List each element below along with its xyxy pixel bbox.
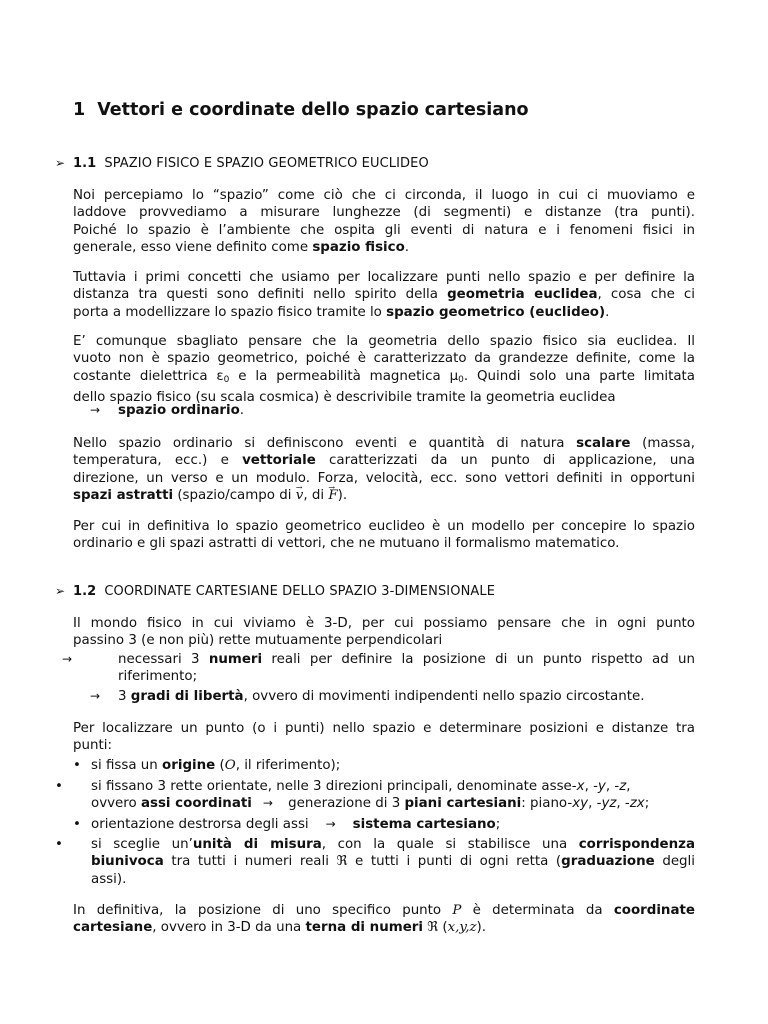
math-symbol: P bbox=[452, 903, 462, 918]
text-run: assi). bbox=[91, 871, 127, 887]
paragraph-6 bbox=[73, 615, 695, 650]
bullet-item-assi bbox=[55, 778, 695, 813]
bold-term: geometria euclidea bbox=[447, 287, 598, 303]
text-run: , cosa che ci bbox=[597, 287, 695, 303]
math-symbol: y bbox=[597, 779, 606, 794]
right-arrow-icon: → bbox=[90, 403, 101, 417]
bullet-item-unita-di-misura bbox=[55, 836, 695, 888]
text-line bbox=[73, 368, 695, 389]
text-run: e la permeabilità magnetica μ bbox=[229, 368, 459, 384]
text-line: Noi percepiamo lo “spazio” come ciò che ci circonda, il luogo in cui ci muoviamo e bbox=[73, 188, 695, 203]
text-line: passino 3 (e non più) rette mutuamente perpendicolari bbox=[73, 633, 443, 649]
paragraph-8 bbox=[73, 902, 695, 937]
bold-term: gradi di libertà bbox=[130, 689, 244, 704]
arrow-line-spazio-ordinario bbox=[90, 402, 695, 419]
text-line: Per cui in definitiva lo spazio geometrico euclideo è un modello per concepire lo spazio bbox=[73, 519, 695, 534]
text-run: generale, esso viene definito come bbox=[73, 239, 313, 255]
text-run: si sceglie un’ bbox=[91, 837, 193, 852]
text-run: porta a modellizzare lo spazio fisico tramite lo bbox=[73, 304, 387, 320]
paragraph-4 bbox=[73, 435, 695, 504]
bullet-icon: • bbox=[55, 837, 63, 852]
text-run: orientazione destrorsa degli assi bbox=[91, 817, 309, 832]
text-line: vuoto non è spazio geometrico, poiché è caratterizzato da grandezze definite, come la bbox=[73, 351, 695, 367]
section-heading-1-1 bbox=[55, 156, 429, 171]
text-line: laddove provvediamo a misurare lunghezze (di segmenti) e distanze (tra punti). bbox=[73, 205, 695, 221]
paragraph-1 bbox=[73, 187, 695, 256]
text-line bbox=[73, 435, 695, 452]
section-heading-1-2 bbox=[55, 584, 495, 599]
bullet-item-origine bbox=[73, 757, 695, 774]
text-run: . bbox=[239, 403, 245, 418]
text-run: si fissano 3 rette orientate, nelle 3 direzioni principali, denominate asse- bbox=[91, 779, 577, 794]
bold-term: cartesiane bbox=[73, 920, 153, 936]
text-line bbox=[73, 487, 695, 504]
subscript: 0 bbox=[458, 374, 464, 385]
bold-term: biunivoca bbox=[91, 854, 164, 870]
text-run: , ovvero di movimenti indipendenti nello spazio circostante. bbox=[243, 689, 645, 704]
text-line: ordinario e gli spazi astratti di vettori, che ne mutuano il formalismo matematico. bbox=[73, 536, 620, 552]
subscript: 0 bbox=[223, 374, 230, 385]
math-symbol: x,y,z bbox=[447, 920, 477, 936]
text-run: distanza tra questi sono definiti nello spirito della bbox=[73, 287, 448, 303]
arrow-item-gradi-di-liberta bbox=[90, 688, 695, 705]
math-symbol: z bbox=[619, 779, 627, 794]
text-run: , il riferimento); bbox=[235, 758, 341, 773]
text-run: costante dielettrica ε bbox=[73, 368, 224, 384]
right-arrow-icon: → bbox=[90, 689, 101, 703]
text-line bbox=[73, 239, 695, 256]
text-run: , bbox=[626, 779, 631, 794]
text-line bbox=[73, 919, 695, 936]
text-run: Nello spazio ordinario si definiscono eventi e quantità di natura bbox=[73, 436, 577, 451]
bold-term: vettoriale bbox=[242, 453, 316, 469]
text-run: , con la quale si stabilisce una bbox=[321, 837, 579, 852]
text-run: ; bbox=[644, 796, 650, 812]
paragraph-7 bbox=[73, 720, 695, 755]
chapter-title-text: Vettori e coordinate dello spazio cartesiano bbox=[97, 100, 529, 120]
text-line: E’ comunque sbagliato pensare che la geometria dello spazio fisico sia euclidea. Il bbox=[73, 334, 695, 349]
bold-term: scalare bbox=[576, 436, 631, 451]
text-run: generazione di 3 bbox=[283, 796, 405, 812]
vector-f-symbol: → F bbox=[328, 488, 337, 503]
text-run: : piano- bbox=[521, 796, 573, 812]
bold-term: corrispondenza bbox=[578, 837, 695, 852]
text-run: è determinata da bbox=[461, 903, 614, 918]
bullet-icon: • bbox=[73, 758, 81, 773]
chapter-number: 1 bbox=[73, 100, 86, 120]
text-line bbox=[73, 902, 695, 919]
math-symbol: zx bbox=[629, 796, 645, 812]
bullet-icon: • bbox=[55, 779, 63, 794]
text-line: Tuttavia i primi concetti che usiamo per localizzare punti nello spazio e per definire la bbox=[73, 270, 695, 285]
bold-term: assi coordinati bbox=[140, 796, 252, 812]
math-symbol: O bbox=[224, 758, 236, 773]
text-run: (massa, bbox=[630, 436, 695, 451]
text-run: reali per definire la posizione di un punto rispetto ad un riferimento; bbox=[118, 652, 695, 685]
text-run: temperatura, ecc.) e bbox=[73, 453, 243, 469]
text-run: ovvero bbox=[91, 796, 141, 812]
text-line bbox=[73, 452, 695, 469]
paragraph-3 bbox=[73, 333, 695, 406]
text-line: direzione, un verso e un modulo. Forza, velocità, ecc. sono vettori definiti in opportuni bbox=[73, 470, 695, 486]
bullet-icon: • bbox=[73, 817, 81, 832]
text-line bbox=[73, 286, 695, 303]
bold-term: unità di misura bbox=[192, 837, 322, 852]
text-run: ( bbox=[215, 758, 225, 773]
right-arrow-icon: → bbox=[262, 796, 273, 811]
text-run: 3 bbox=[118, 689, 131, 704]
text-run: In definitiva, la posizione di uno specifico punto bbox=[73, 903, 453, 918]
math-symbol: xy bbox=[572, 796, 589, 812]
text-run: degli bbox=[654, 854, 695, 870]
text-run: , di bbox=[303, 487, 329, 503]
vector-v-symbol: → v bbox=[296, 488, 304, 503]
chapter-title bbox=[73, 100, 529, 120]
text-run: , ovvero in 3-D da una bbox=[152, 920, 306, 936]
text-run: , - bbox=[605, 779, 620, 794]
text-line: punti: bbox=[73, 738, 112, 754]
text-run: . Quindi solo una parte limitata bbox=[463, 368, 695, 384]
bold-term: spazio ordinario bbox=[118, 403, 240, 418]
bold-term: origine bbox=[162, 758, 216, 773]
section-number: 1.2 bbox=[73, 584, 97, 599]
text-run: caratterizzati da un punto di applicazione, una bbox=[315, 453, 696, 469]
text-run: ; bbox=[495, 817, 501, 832]
bold-term: terna di numeri bbox=[305, 920, 423, 936]
math-symbol: x bbox=[576, 779, 585, 794]
text-run: . bbox=[404, 239, 410, 255]
bold-term: piani cartesiani bbox=[404, 796, 522, 812]
text-run: . bbox=[605, 304, 610, 320]
text-run: (spazio/campo di bbox=[173, 487, 296, 503]
bullet-item-orientazione bbox=[73, 816, 695, 833]
text-run: tra tutti i numeri reali ℜ e tutti i punti di ogni retta ( bbox=[163, 854, 562, 870]
text-run: ). bbox=[337, 487, 348, 503]
text-line: Per localizzare un punto (o i punti) nello spazio e determinare posizioni e distanze tra bbox=[73, 721, 695, 736]
text-run: si fissa un bbox=[91, 758, 163, 773]
text-run: , - bbox=[616, 796, 630, 812]
paragraph-2 bbox=[73, 269, 695, 321]
text-run: necessari 3 bbox=[118, 652, 209, 667]
text-run: , - bbox=[584, 779, 598, 794]
bold-term: coordinate bbox=[613, 903, 695, 918]
math-symbol: yz bbox=[601, 796, 617, 812]
section-title: COORDINATE CARTESIANE DELLO SPAZIO 3-DIMENSIONALE bbox=[104, 584, 496, 599]
bold-term: spazio fisico bbox=[312, 239, 405, 255]
text-line bbox=[73, 304, 695, 321]
text-line: Il mondo fisico in cui viviamo è 3-D, per cui possiamo pensare che in ogni punto bbox=[73, 616, 695, 631]
bold-term: numeri bbox=[208, 652, 263, 667]
bold-term: sistema cartesiano bbox=[352, 817, 496, 832]
bold-term: spazi astratti bbox=[73, 487, 174, 503]
text-line: dello spazio fisico (su scala cosmica) è descrivibile tramite la geometria euclidea bbox=[73, 389, 616, 405]
text-line: Poiché lo spazio è l’ambiente che ospita gli eventi di natura e i fenomeni fisici in bbox=[73, 222, 695, 238]
right-arrow-icon: → bbox=[325, 817, 336, 831]
section-number: 1.1 bbox=[73, 156, 97, 171]
right-arrow-icon: → bbox=[62, 652, 73, 666]
bold-term: spazio geometrico (euclideo) bbox=[386, 304, 606, 320]
arrow-item-numeri bbox=[62, 651, 695, 686]
text-run: ℜ ( bbox=[422, 920, 448, 936]
section-arrow-icon: ➢ bbox=[55, 584, 66, 598]
section-title: SPAZIO FISICO E SPAZIO GEOMETRICO EUCLIDEO bbox=[104, 156, 429, 171]
text-run: ). bbox=[476, 920, 486, 936]
section-arrow-icon: ➢ bbox=[55, 156, 66, 170]
paragraph-5 bbox=[73, 518, 695, 553]
bold-term: graduazione bbox=[561, 854, 655, 870]
text-run: , - bbox=[588, 796, 602, 812]
